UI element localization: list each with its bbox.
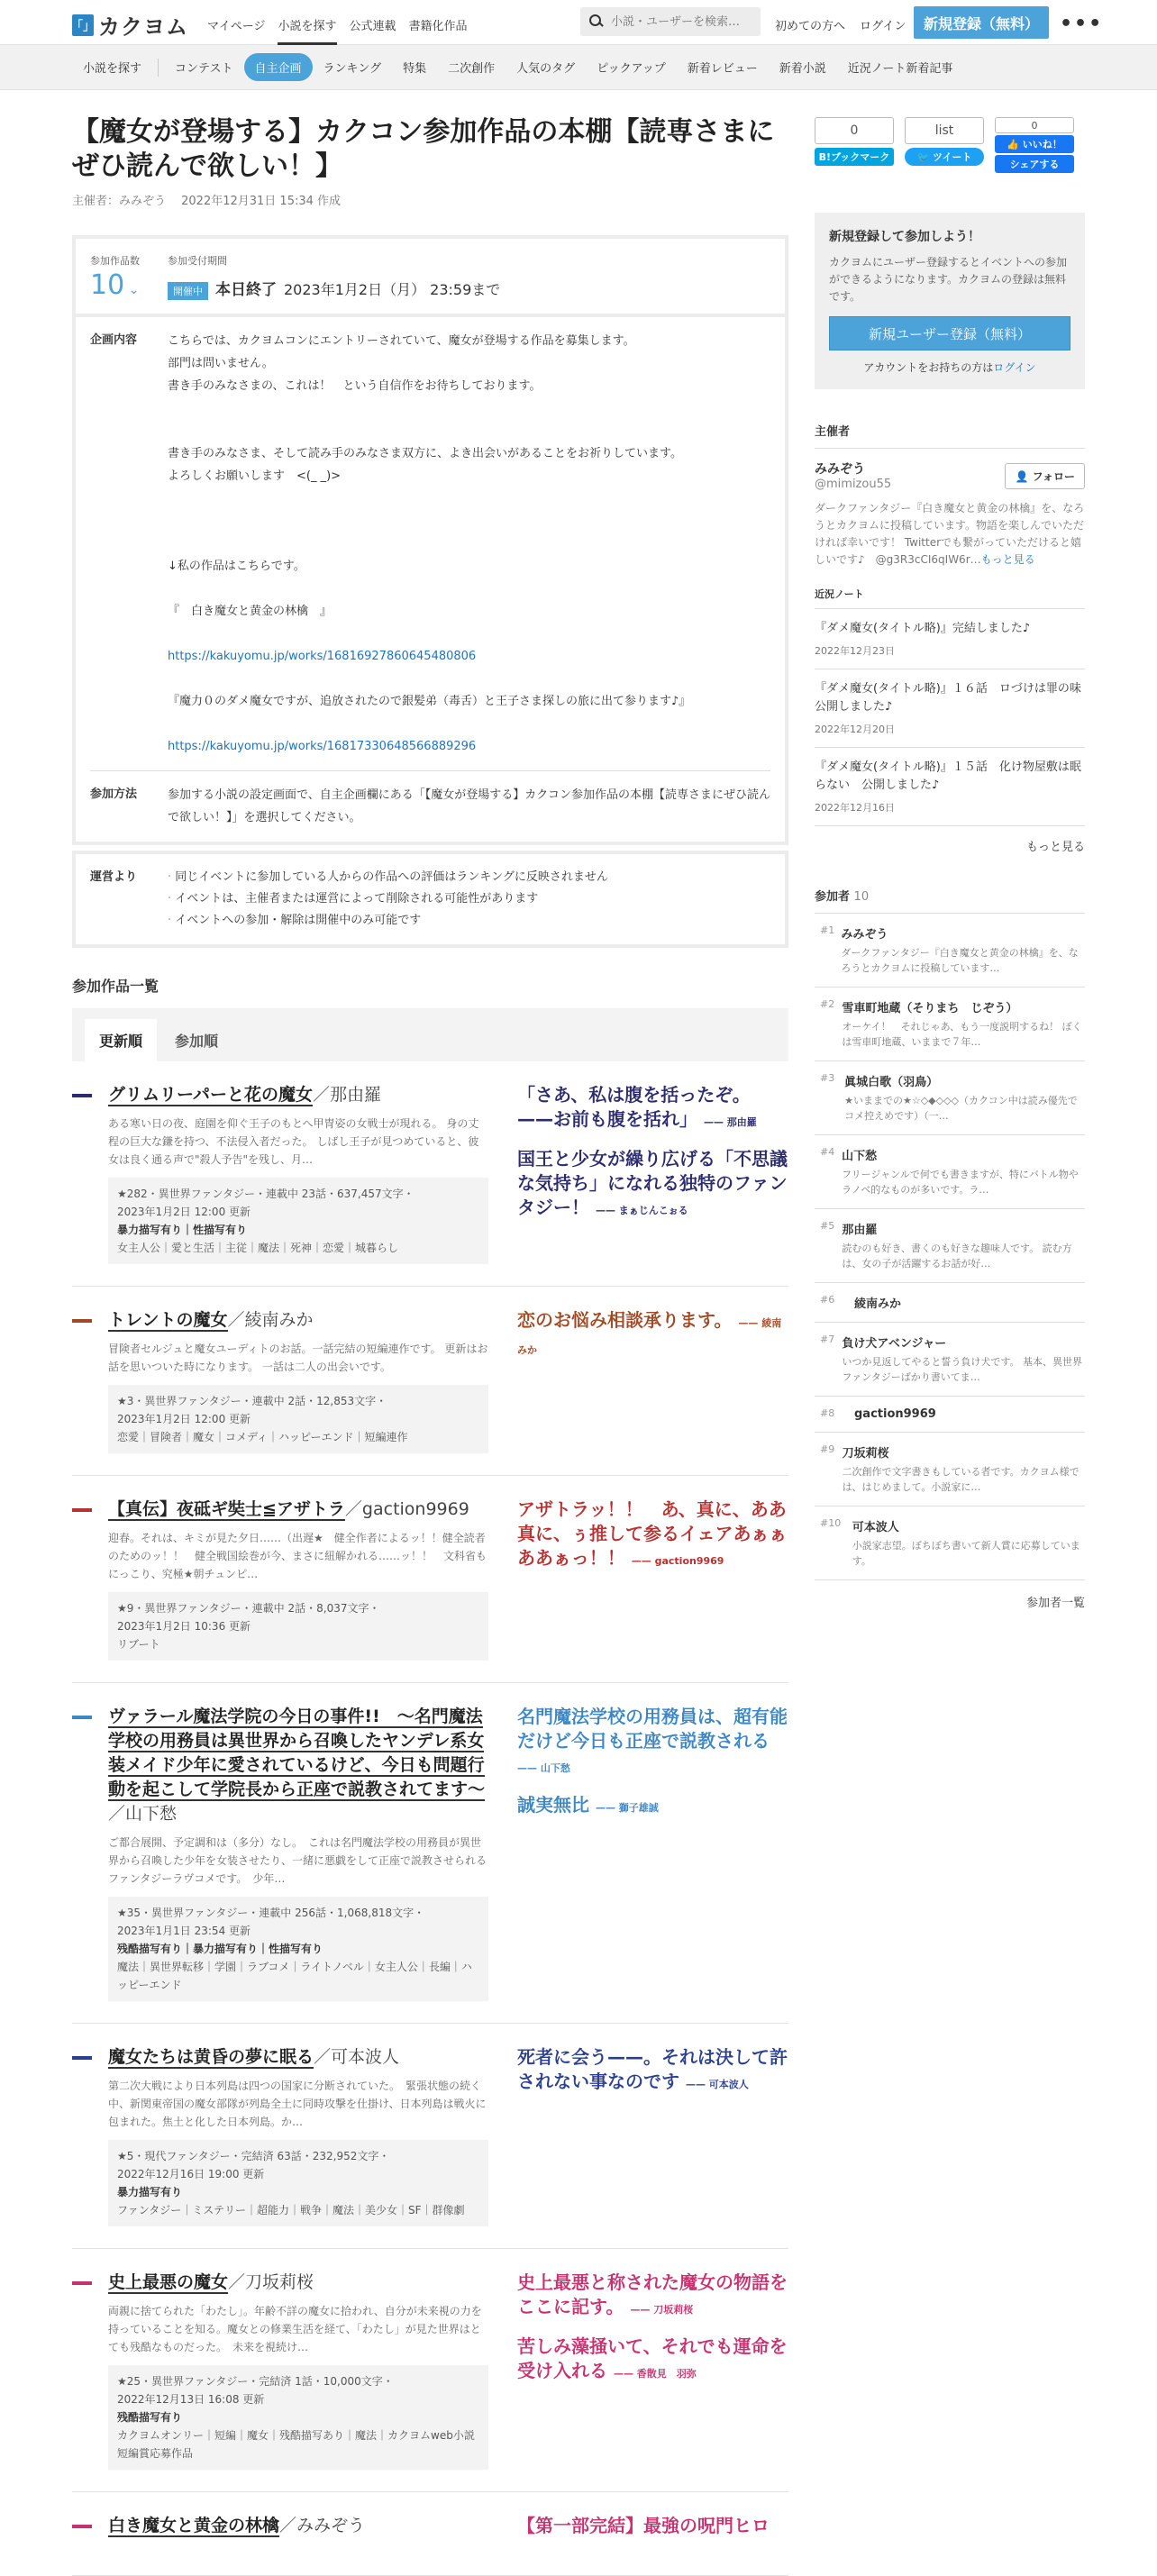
member-body — [854, 1407, 936, 1421]
like-count: 0 — [995, 117, 1074, 133]
catchcopy-author: —— gaction9969 — [631, 1555, 724, 1567]
work-item — [72, 2024, 788, 2249]
sub-nav — [0, 45, 1157, 90]
member-item[interactable] — [815, 1209, 1085, 1283]
facebook[interactable] — [995, 117, 1074, 173]
work-catchcopies — [517, 2271, 788, 2470]
work-color-bar — [72, 1508, 92, 1512]
member-intro: ★いままでの★☆◇◆◇◇◇（カクコン中は読み優先でコメ控えめです）（一… — [844, 1095, 1078, 1122]
bookmark-count: 0 — [815, 117, 894, 144]
subnav-fanfic[interactable]: 二次創作 — [448, 62, 496, 76]
content-line — [168, 623, 690, 645]
work-catchcopies — [517, 2045, 788, 2226]
news-list — [815, 609, 1093, 826]
member-item[interactable] — [815, 914, 1085, 988]
member-rank: #10 — [820, 1517, 842, 1529]
tweet[interactable] — [905, 117, 984, 173]
signup-text: カクヨムにユーザー登録するとイベントへの参加ができるようになります。カクヨムの登録は無料です。 — [829, 256, 1068, 303]
catchcopy-author: —— 可本波人 — [685, 2079, 749, 2090]
work-catchcopies — [517, 2514, 788, 2553]
content-line — [168, 578, 690, 600]
catchcopy[interactable]: 【第一部完結】最強の呪門ヒロ — [517, 2515, 770, 2536]
catchcopy[interactable]: 国王と少女が繰り広げる「不思議な気持ち」になれる独特のファンタジー！ —— まぁじんこぉる — [517, 1148, 788, 1218]
work-info — [108, 2514, 488, 2553]
catchcopy[interactable]: 恋のお悩み相談承ります。 —— 綾南みか — [517, 1309, 782, 1356]
member-item[interactable] — [815, 1061, 1085, 1135]
catchcopy-author: —— 山下愁 — [517, 1762, 570, 1774]
work-title-line — [108, 1083, 488, 1107]
work-title[interactable]: 史上最悪の魔女 — [108, 2272, 229, 2292]
work-item — [72, 1061, 788, 1287]
like-button[interactable]: 👍 いいね！ — [995, 135, 1074, 153]
tweet-count: list — [905, 117, 984, 144]
catchcopy[interactable]: 誠実無比 —— 獅子雄誠 — [517, 1794, 659, 1816]
members-list — [815, 914, 1085, 1580]
member-intro: 二次創作で文字書きもしている者です。カクヨム様では、はじめまして。小説家に… — [842, 1466, 1080, 1493]
work-tags[interactable]: 魔法｜異世界転移｜学園｜ラブコメ｜ライトノベル｜女主人公｜長編｜ハッピーエンド — [117, 1961, 472, 1991]
member-body — [842, 1334, 1085, 1385]
signup-button[interactable]: 新規ユーザー登録（無料） — [829, 316, 1070, 350]
work-item — [72, 2492, 788, 2576]
work-color-bar — [72, 2525, 92, 2528]
news-title: 『ダメ魔女(タイトル略)』１５話 化け物屋敷は眠らない 公開しました♪ — [815, 760, 1081, 792]
work-catchcopies — [517, 1308, 788, 1453]
work-title[interactable]: 白き魔女と黄金の林檎 — [108, 2516, 280, 2535]
host-intro: ダークファンタジー『白き魔女と黄金の林檎』を、なろうとカクヨムに投稿しています。物語を楽しんでいただければ幸いです！ Twitterでも繋がっていただけると嬉しいです♪ @g3R3cCI6qIW6r…もっと見る — [815, 502, 1085, 566]
news-date: 2022年12月23日 — [815, 645, 895, 657]
signup-title: 新規登録して参加しよう！ — [829, 230, 980, 244]
period-value: 2023年1月2日（月） 23:59まで — [284, 281, 501, 298]
work-catchcopies — [517, 1497, 788, 1661]
works-list — [72, 1061, 788, 2576]
work-intro: ご都合展開、予定調和は（多分）なし。 これは名門魔法学校の用務員が異世界から召喚した少年を女装させたり、一緒に悪戯をして正座で説教させられるファンタジーラヴコメです。 少年… — [108, 1836, 487, 1885]
members-heading: 参加者 10 — [815, 887, 1085, 914]
work-color-bar — [72, 1319, 92, 1323]
member-name: 負け犬アベンジャー — [842, 1337, 947, 1351]
work-title-line — [108, 1497, 488, 1522]
work-tags[interactable]: リブート — [117, 1638, 160, 1651]
news-item[interactable] — [815, 748, 1085, 826]
catchcopy[interactable]: 名門魔法学校の用務員は、超有能だけど今日も正座で説教される —— 山下愁 — [517, 1706, 788, 1774]
work-title[interactable]: グリムリーパーと花の魔女 — [108, 1085, 314, 1105]
host-intro-more[interactable]: もっと見る — [980, 553, 1035, 566]
event-summary — [76, 239, 785, 317]
work-stats: ★282・異世界ファンタジー・連載中 23話・637,457文字・ — [117, 1188, 415, 1200]
register-button[interactable]: 新規登録（無料） — [914, 6, 1049, 39]
subnav-ranking[interactable]: ランキング — [323, 62, 382, 76]
more-menu-icon[interactable]: ••• — [1060, 13, 1104, 35]
catchcopy-author: —— まぁじんこぉる — [595, 1205, 688, 1216]
work-info — [108, 1083, 488, 1264]
work-title[interactable]: トレントの魔女 — [108, 1310, 228, 1330]
member-body — [843, 1443, 1085, 1495]
work-intro: ある寒い日の夜、庭園を仰ぐ王子のもとへ甲冑姿の女戦士が現れる。 身の丈程の巨大な鎌を持つ、不法侵入者だった。 しばし王子が見つめていると、彼女は良く通る声で"殺人予告"を残し、月… — [108, 1117, 479, 1166]
host-profile — [815, 460, 1085, 569]
catchcopy[interactable]: 死者に会う——。それは決して許されない事なのです —— 可本波人 — [517, 2046, 788, 2092]
subnav-pickup[interactable]: ピックアップ — [597, 62, 666, 76]
member-rank: #8 — [820, 1407, 835, 1419]
member-intro: 小説家志望。ぼちぼち書いて新人賞に応募しています。 — [852, 1540, 1080, 1567]
catchcopy[interactable]: 苦しみ藻掻いて、それでも運命を受け入れる —— 香散見 羽弥 — [517, 2335, 788, 2381]
content-line: 書き手のみなさま、そして読み手のみなさま双方に、よき出会いがあることをお祈りしています。 — [168, 447, 682, 460]
member-rank: #6 — [820, 1294, 835, 1306]
method-text: 参加する小説の設定画面で、自主企画欄にある「【魔女が登場する】カクコン参加作品の本棚【読専さまにぜひ読んで欲しい！】」を選択してください。 — [168, 788, 770, 824]
follow-button[interactable]: 👤 フォロー — [1005, 463, 1085, 489]
social-buttons — [815, 117, 1085, 173]
catchcopy-author: —— 那由羅 — [703, 1116, 757, 1128]
work-color-bar — [72, 2056, 92, 2060]
work-author[interactable]: ／gaction9969 — [344, 1499, 469, 1519]
work-meta — [108, 2365, 488, 2470]
work-stats: ★9・異世界ファンタジー・連載中 2話・8,037文字・ — [117, 1602, 380, 1615]
members-list-link[interactable]: 参加者一覧 — [1025, 1597, 1085, 1610]
member-name: 刀坂莉桜 — [842, 1447, 889, 1461]
catchcopy[interactable]: アザトラッ！！ あ、真に、ああ真に、ぅ推して参るイェアあぁぁああぁっ！！ —— gaction9969 — [517, 1498, 788, 1569]
work-meta — [108, 1385, 488, 1453]
work-tags[interactable]: ファンタジー｜ミステリー｜超能力｜戦争｜魔法｜美少女｜SF｜群像劇 — [117, 2204, 465, 2216]
work-author[interactable]: ／可本波人 — [314, 2047, 400, 2067]
member-item[interactable] — [815, 988, 1085, 1061]
member-intro: いつか見返してやると誓う負け犬です。 基本、異世界ファンタジーばかり書いてま… — [842, 1356, 1083, 1383]
work-updated: 2023年1月2日 12:00 更新 — [117, 1413, 251, 1425]
work-meta — [108, 1178, 488, 1264]
member-body — [842, 1220, 1085, 1271]
catchcopy-author: —— 綾南みか — [517, 1317, 782, 1356]
news-heading: 近況ノート — [815, 587, 1085, 609]
member-name: 雪車町地蔵（そりまち じぞう） — [842, 1002, 1018, 1015]
member-name: 綾南みか — [854, 1297, 902, 1311]
member-name: 眞城白歌（羽鳥） — [844, 1076, 939, 1089]
member-body — [844, 1072, 1085, 1124]
work-author[interactable]: ／綾南みか — [227, 1310, 314, 1330]
member-item[interactable] — [815, 1283, 1085, 1323]
member-item[interactable] — [815, 1506, 1085, 1580]
member-name: 那由羅 — [842, 1224, 878, 1237]
member-body — [842, 1146, 1085, 1197]
login-link[interactable]: ログイン — [860, 20, 906, 33]
work-title[interactable]: 魔女たちは黄昏の夢に眠る — [108, 2047, 314, 2067]
share-button[interactable]: シェアする — [995, 155, 1074, 173]
content-line: ↓私の作品はこちらです。 — [168, 560, 305, 573]
work-catchcopies — [517, 1705, 788, 2001]
global-nav — [207, 16, 468, 45]
subnav-tags[interactable]: 人気のタグ — [516, 62, 576, 76]
work-title-line — [108, 2514, 488, 2538]
admin-note: · 同じイベントに参加している人からの作品への評価はランキングに反映されません — [168, 867, 608, 888]
work-info — [108, 2271, 488, 2470]
member-rank: #2 — [820, 998, 835, 1010]
work-link[interactable]: https://kakuyomu.jp/works/16817330648566889296 — [168, 740, 477, 753]
news-item[interactable] — [815, 669, 1093, 748]
member-intro: 読むのも好き、書くのも好きな趣味人です。 読む方は、女の子が活躍するお話が好… — [842, 1242, 1072, 1270]
event-meta: 主催者：みみぞう 2022年12月31日 15:34 作成 — [72, 195, 342, 208]
news-item[interactable] — [815, 609, 1085, 669]
work-info — [108, 1308, 488, 1453]
member-rank: #9 — [820, 1443, 835, 1455]
subnav-feature[interactable]: 特集 — [403, 62, 427, 76]
catchcopy[interactable]: 史上最悪と称された魔女の物語をここに記す。 —— 刀坂莉桜 — [517, 2271, 788, 2317]
notes-label: 運営より — [90, 870, 138, 884]
subnav-search[interactable]: 小説を探す — [83, 62, 142, 76]
admin-notes — [72, 851, 788, 948]
tweet-button[interactable]: 🐦 ツイート — [905, 148, 984, 166]
subnav-contest[interactable]: コンテスト — [175, 62, 233, 76]
end-notice: 本日終了 — [215, 281, 277, 299]
news-date: 2022年12月16日 — [815, 802, 895, 814]
add-user-icon: 👤 — [1015, 470, 1033, 483]
work-warnings: 残酷描写有り｜暴力描写有り｜性描写有り — [117, 1943, 323, 1955]
member-rank: #5 — [820, 1220, 835, 1232]
hatena-bookmark[interactable] — [815, 117, 894, 173]
work-tags[interactable]: 女主人公｜愛と生活｜主従｜魔法｜死神｜恋愛｜城暮らし — [117, 1242, 399, 1254]
main-column — [72, 115, 788, 2576]
entry-count-label: 参加作品数 — [90, 255, 140, 267]
work-intro: 第二次大戦により日本列島は四つの国家に分断されていた。 緊張状態の続く中、新関東帝国の魔女部隊が列島全土に同時攻撃を仕掛け、日本列島は戦火に包まれた。焦土と化した日本列島。か… — [108, 2080, 487, 2128]
works-heading: 参加作品一覧 — [72, 978, 159, 995]
subnav-separator — [158, 59, 159, 77]
work-info — [108, 2045, 488, 2226]
signup-login-link[interactable]: ログイン — [993, 361, 1036, 374]
member-item[interactable] — [815, 1135, 1085, 1209]
content-line: 『 白き魔女と黄金の林檎 』 — [168, 605, 333, 618]
work-title[interactable]: 【真伝】夜砥ギ奘士≦アザトラ — [108, 1499, 345, 1519]
work-item — [72, 2249, 788, 2492]
work-color-bar — [72, 2281, 92, 2285]
catchcopy-author: —— 刀坂莉桜 — [630, 2304, 694, 2316]
work-author[interactable]: ／みみぞう — [279, 2516, 366, 2535]
work-updated: 2023年1月2日 10:36 更新 — [117, 1620, 251, 1633]
news-more-link[interactable]: もっと見る — [1025, 841, 1085, 854]
nav-books[interactable]: 書籍化作品 — [408, 20, 468, 33]
signup-box — [815, 213, 1085, 389]
work-author[interactable]: ／刀坂莉桜 — [228, 2272, 314, 2292]
member-intro: オーケイ！ それじゃあ、もう一度説明するね！ ぼくは雪車町地蔵、いままで７年… — [842, 1021, 1082, 1048]
work-meta — [108, 2140, 488, 2226]
work-catchcopies — [517, 1083, 788, 1264]
member-item[interactable] — [815, 1323, 1085, 1397]
subnav-new-notes[interactable]: 近況ノート新着記事 — [847, 62, 953, 76]
member-item[interactable] — [815, 1397, 1085, 1433]
work-info — [108, 1705, 488, 2001]
work-tags[interactable]: 恋愛｜冒険者｜魔女｜コメディ｜ハッピーエンド｜短編連作 — [117, 1431, 408, 1443]
work-meta — [108, 1592, 488, 1661]
catchcopy-author: —— 香散見 羽弥 — [613, 2368, 697, 2380]
page-title: 【魔女が登場する】カクコン参加作品の本棚【読専さまにぜひ読んで欲しい！】 — [72, 116, 775, 182]
guide-link[interactable]: 初めての方へ — [775, 20, 846, 33]
hatena-bookmark-button[interactable]: B!ブックマーク — [815, 148, 894, 166]
period-label: 参加受付期間 — [168, 255, 227, 267]
member-body — [854, 1294, 901, 1311]
member-body — [841, 924, 1085, 976]
catchcopy[interactable]: 「さあ、私は腹を括ったぞ。 ——お前も腹を括れ」 —— 那由羅 — [517, 1084, 757, 1130]
member-item[interactable] — [815, 1433, 1085, 1506]
tab-joined[interactable]: 参加順 — [175, 1033, 219, 1050]
work-item — [72, 1476, 788, 1683]
catchcopy-author: —— 獅子雄誠 — [595, 1802, 659, 1814]
work-title-line — [108, 1308, 488, 1333]
content-line — [168, 668, 690, 690]
sidebar — [815, 115, 1093, 1610]
member-rank: #1 — [820, 924, 835, 936]
work-intro: 冒険者セルジュと魔女ユーディトのお話。一話完結の短編連作です。 更新はお話を思いついた時になります。 一話は二人の出会いです。 — [108, 1343, 488, 1373]
content-line — [168, 397, 690, 420]
subnav-new-reviews[interactable]: 新着レビュー — [687, 62, 758, 76]
member-name: gaction9969 — [854, 1407, 936, 1421]
global-header — [0, 0, 1157, 45]
work-updated: 2023年1月1日 23:54 更新 — [117, 1925, 251, 1937]
admin-note: · イベントは、主催者または運営によって削除される可能性があります — [168, 888, 608, 910]
nav-search-novels[interactable]: 小説を探す — [278, 16, 336, 45]
entry-count[interactable]: 10 ⌄ — [90, 269, 140, 301]
work-stats: ★25・異世界ファンタジー・完結済 1話・10,000文字・ — [117, 2375, 394, 2388]
member-intro: フリージャンルで何でも書きますが、特にバトル物やラノベ的なものが多いです。ラ… — [842, 1169, 1079, 1196]
work-title-line — [108, 2271, 488, 2295]
work-updated: 2022年12月16日 19:00 更新 — [117, 2168, 265, 2180]
member-intro: ダークファンタジー『白き魔女と黄金の林檎』を、なろうとカクヨムに投稿しています… — [841, 947, 1079, 974]
content-line: 書き手のみなさまの、これは！ という自信作をお待ちしております。 — [168, 379, 542, 393]
content-line: こちらでは、カクヨムコンにエントリーされていて、魔女が登場する作品を募集します。 — [168, 334, 635, 348]
work-link[interactable]: https://kakuyomu.jp/works/16816927860645480806 — [168, 650, 477, 663]
work-stats: ★5・現代ファンタジー・完結済 63話・232,952文字・ — [117, 2150, 390, 2162]
work-meta — [108, 1897, 488, 2001]
period-block — [168, 253, 500, 301]
member-name: 山下愁 — [842, 1150, 878, 1163]
work-warnings: 暴力描写有り — [117, 2186, 183, 2198]
work-title-line — [108, 2045, 488, 2070]
method-row — [76, 771, 785, 842]
work-stats: ★3・異世界ファンタジー・連載中 2話・12,853文字・ — [117, 1395, 387, 1407]
tab-updated[interactable]: 更新順 — [85, 1019, 157, 1061]
news-title: 『ダメ魔女(タイトル略)』１６話 ロづけは罪の味 公開しました♪ — [815, 682, 1093, 714]
content-line: よろしくお願いします <(_ _)> — [168, 469, 342, 483]
work-intro: 迎春。それは、キミが見た夕日……（出遅★ 健全作者によるッ！！健全読者のためのッ！！ 健全戦国絵巻が今、まさに紐解かれる……ッ！！ 文科省もにっこり、究極★朝チュンピ… — [108, 1532, 487, 1580]
event-info-box — [72, 235, 788, 845]
member-rank: #3 — [820, 1072, 835, 1084]
logo-mark: 「」 — [72, 14, 94, 36]
member-body — [842, 998, 1085, 1050]
login-prompt: アカウントをお持ちの方は — [863, 361, 994, 374]
search-icon — [589, 14, 604, 29]
work-item — [72, 1683, 788, 2024]
member-name: みみぞう — [841, 928, 888, 942]
site-logo[interactable] — [72, 9, 188, 41]
header-links — [775, 16, 906, 33]
event-description — [168, 330, 690, 758]
content-line — [168, 420, 690, 442]
news-date: 2022年12月20日 — [815, 724, 895, 735]
work-author[interactable]: ／那由羅 — [313, 1085, 382, 1105]
thumbs-up-icon: 👍 — [1007, 138, 1023, 150]
entry-count-block — [90, 253, 168, 301]
subnav-user-event[interactable]: 自主企画 — [244, 53, 313, 81]
work-tags[interactable]: カクヨムオンリー｜短編｜魔女｜残酷描写あり｜魔法｜カクヨムweb小説短編賞応募作品 — [117, 2429, 475, 2460]
nav-official[interactable]: 公式連載 — [349, 20, 396, 33]
members-count: 10 — [853, 890, 870, 904]
work-warnings: 残酷描写有り — [117, 2411, 183, 2424]
event-content-row — [76, 317, 785, 770]
content-line: 部門は問いません。 — [168, 357, 274, 370]
host-id: @mimizou55 — [815, 478, 892, 491]
subnav-new-novels[interactable]: 新着小説 — [779, 62, 826, 76]
content-line — [168, 487, 690, 510]
work-intro: 両親に捨てられた「わたし」。年齢不詳の魔女に拾われ、自分が未来視の力を持っていることを知る。魔女との修業生活を経て、「わたし」が見た世界はとても残酷なものだった。 未来を視続け… — [108, 2305, 482, 2353]
work-title-line — [108, 1705, 488, 1826]
status-badge: 開催中 — [168, 282, 208, 300]
admin-note: · イベントへの参加・解除は開催中のみ可能です — [168, 910, 608, 932]
member-rank: #4 — [820, 1146, 835, 1158]
content-label: 企画内容 — [90, 333, 138, 347]
work-warnings: 暴力描写有り｜性描写有り — [117, 1224, 248, 1236]
work-color-bar — [72, 1716, 92, 1719]
search-box[interactable] — [580, 7, 761, 36]
method-label: 参加方法 — [90, 787, 138, 801]
content-line: 『魔力０のダメ魔女ですが、追放されたので銀髪弟（毒舌）と王子さま探しの旅に出て参ります♪』 — [168, 695, 691, 708]
logo-text: カクヨム — [98, 14, 188, 40]
chevron-down-icon: ⌄ — [124, 283, 140, 297]
work-author[interactable]: ／山下愁 — [108, 1804, 178, 1824]
member-body — [852, 1517, 1085, 1569]
works-tabs — [72, 1008, 788, 1061]
news-title: 『ダメ魔女(タイトル略)』完結しました♪ — [815, 622, 1031, 635]
work-stats: ★35・異世界ファンタジー・連載中 256話・1,068,818文字・ — [117, 1907, 425, 1919]
work-title[interactable]: ヴァラール魔法学院の今日の事件!! 〜名門魔法学校の用務員は異世界から召喚したヤンデレ系女装メイド少年に愛されているけど、今日も問題行動を起こして学院長から正座で説教されてます〜 — [108, 1707, 486, 1799]
search-input[interactable] — [611, 15, 755, 29]
work-color-bar — [72, 1094, 92, 1097]
content-line — [168, 532, 690, 555]
work-updated: 2023年1月2日 12:00 更新 — [117, 1206, 251, 1218]
twitter-icon: 🐦 — [916, 150, 934, 163]
work-updated: 2022年12月13日 16:08 更新 — [117, 2393, 265, 2406]
host-name[interactable]: みみぞう — [815, 462, 865, 477]
content-line — [168, 713, 690, 735]
member-rank: #7 — [820, 1334, 835, 1345]
host-heading: 主催者 — [815, 422, 1085, 449]
content-line — [168, 510, 690, 532]
nav-mypage[interactable]: マイページ — [207, 20, 266, 33]
member-name: 可本波人 — [852, 1521, 899, 1534]
work-item — [72, 1287, 788, 1476]
work-info — [108, 1497, 488, 1661]
